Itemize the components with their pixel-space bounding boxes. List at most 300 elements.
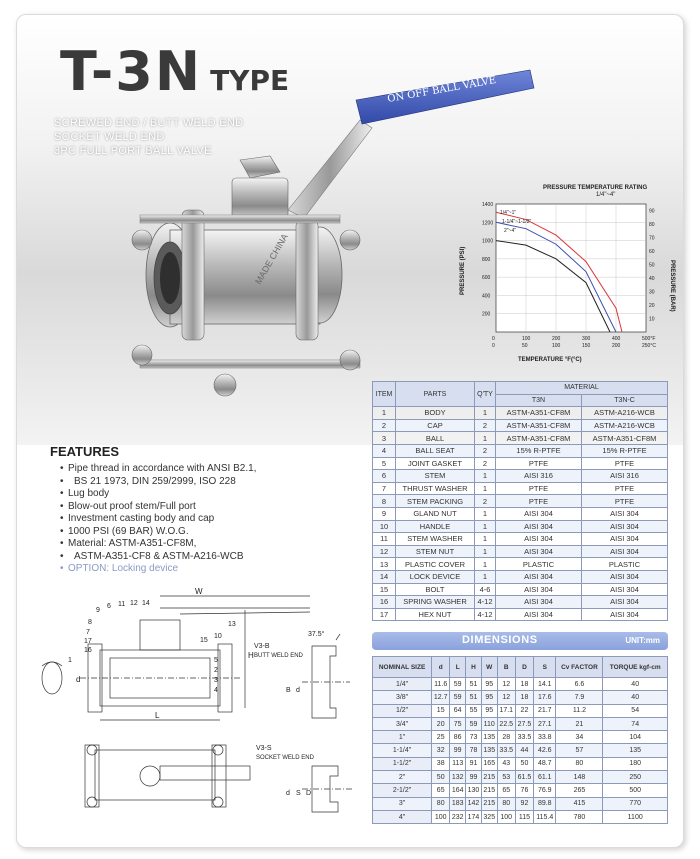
material-cell-qty: 4-12 (475, 608, 496, 621)
y-tick-label-bar: 40 (649, 276, 655, 283)
features-heading: FEATURES (50, 444, 120, 459)
x-tick-label-c: 100 (552, 343, 561, 349)
dimension-row (373, 678, 668, 691)
x-tick-label-c: 250°C (642, 343, 656, 349)
material-cell-part: CAP (396, 419, 475, 432)
legend-entry: 1/4"~1" (500, 210, 517, 216)
material-cell-t3nc: AISI 304 (582, 520, 668, 533)
col-item: ITEM (373, 382, 396, 407)
dimension-cell: 15 (432, 704, 450, 717)
dimension-cell: 1-1/2" (373, 757, 432, 770)
material-cell-qty: 1 (475, 520, 496, 533)
technical-drawing (40, 587, 370, 840)
material-cell-t3n: 15% R-PTFE (496, 444, 582, 457)
material-cell-qty: 1 (475, 432, 496, 445)
dimension-cell: 20 (432, 717, 450, 730)
dimension-cell: 65 (497, 784, 515, 797)
material-row (373, 419, 668, 432)
dimension-cell: 11.2 (556, 704, 603, 717)
dimension-header: W (481, 657, 497, 678)
material-cell-part: SPRING WASHER (396, 596, 475, 609)
features-list (50, 463, 360, 576)
dimension-cell: 104 (603, 731, 668, 744)
dimension-cell: 28 (497, 731, 515, 744)
material-cell-part: GLAND NUT (396, 507, 475, 520)
dimension-cell: 1/4" (373, 678, 432, 691)
dimension-cell: 51 (466, 691, 482, 704)
y-tick-label-bar: 60 (649, 249, 655, 256)
dimension-cell: 91 (466, 757, 482, 770)
dim-h: H (248, 651, 254, 660)
dimension-cell: 17.6 (534, 691, 556, 704)
dimension-cell: 21.7 (534, 704, 556, 717)
material-cell-item: 2 (373, 419, 396, 432)
dimension-cell: 130 (466, 784, 482, 797)
dimension-cell: 80 (497, 797, 515, 810)
dimension-row (373, 771, 668, 784)
dimension-cell: 75 (450, 717, 466, 730)
dimension-cell: 135 (481, 731, 497, 744)
dim-d: d (76, 675, 81, 684)
material-cell-t3nc: AISI 316 (582, 470, 668, 483)
feature-item: • Material: ASTM-A351-CF8M, (60, 538, 360, 551)
callout: 12 (130, 600, 138, 607)
dimension-cell: 215 (481, 784, 497, 797)
feature-item: • 1000 PSI (69 BAR) W.O.G. (60, 526, 360, 539)
callout: 16 (84, 647, 92, 654)
dimension-cell: 2" (373, 771, 432, 784)
dimension-cell: 1" (373, 731, 432, 744)
dimension-cell: 148 (556, 771, 603, 784)
material-cell-t3nc: ASTM-A216-WCB (582, 407, 668, 420)
x-tick-label-f: 200 (552, 336, 561, 342)
dimension-cell: 7.9 (556, 691, 603, 704)
y-tick-label-bar: 50 (649, 262, 655, 269)
dimension-cell: 3/4" (373, 717, 432, 730)
subtitle-line: SOCKET WELD END (54, 131, 165, 143)
dimension-cell: 135 (481, 744, 497, 757)
material-cell-item: 3 (373, 432, 396, 445)
y-tick-label-bar: 90 (649, 208, 655, 215)
dimension-cell: 110 (481, 717, 497, 730)
callout: 2 (214, 667, 218, 674)
material-cell-t3nc: AISI 304 (582, 596, 668, 609)
dimension-cell: 76 (515, 784, 533, 797)
material-row (373, 432, 668, 445)
dimension-row (373, 731, 668, 744)
col-qty: Q'TY (475, 382, 496, 407)
chart-y-label-left: PRESSURE (PSI) (460, 246, 466, 295)
feature-item: • BS 21 1973, DIN 259/2999, ISO 228 (60, 476, 360, 489)
material-cell-item: 9 (373, 507, 396, 520)
material-cell-part: LOCK DEVICE (396, 570, 475, 583)
dimension-cell: 25 (432, 731, 450, 744)
materials-body (373, 407, 668, 621)
material-cell-item: 4 (373, 444, 396, 457)
dimension-cell: 115 (515, 810, 533, 823)
feature-item: • ASTM-A351-CF8 & ASTM-A216-WCB (60, 551, 360, 564)
material-cell-part: BALL (396, 432, 475, 445)
dimension-header: L (450, 657, 466, 678)
material-row (373, 545, 668, 558)
v3b-dim-d: d (296, 687, 300, 694)
material-cell-qty: 1 (475, 570, 496, 583)
dimension-row (373, 810, 668, 823)
dimension-cell: 215 (481, 797, 497, 810)
material-row (373, 470, 668, 483)
dimensions-unit: UNIT:mm (625, 636, 660, 645)
material-row (373, 520, 668, 533)
dimension-cell: 11.6 (432, 678, 450, 691)
dimension-cell: 33.5 (515, 731, 533, 744)
x-tick-label-f: 100 (522, 336, 531, 342)
v3s-dim-s: S (296, 790, 301, 797)
feature-item: • Blow-out proof stem/Full port (60, 501, 360, 514)
material-cell-qty: 2 (475, 457, 496, 470)
material-cell-t3nc: PLASTIC (582, 558, 668, 571)
dimension-cell: 95 (481, 704, 497, 717)
dimension-cell: 780 (556, 810, 603, 823)
material-cell-part: JOINT GASKET (396, 457, 475, 470)
dimension-cell: 115.4 (534, 810, 556, 823)
dimension-cell: 22.5 (497, 717, 515, 730)
dimension-cell: 12 (497, 678, 515, 691)
dimension-cell: 500 (603, 784, 668, 797)
dimension-cell: 73 (466, 731, 482, 744)
material-row (373, 495, 668, 508)
material-cell-t3n: PTFE (496, 495, 582, 508)
material-row (373, 482, 668, 495)
material-row (373, 558, 668, 571)
dimension-cell: 34 (556, 731, 603, 744)
callout: 5 (214, 657, 218, 664)
material-cell-t3nc: 15% R-PTFE (582, 444, 668, 457)
dimension-header: Cv FACTOR (556, 657, 603, 678)
material-cell-part: THRUST WASHER (396, 482, 475, 495)
material-cell-qty: 1 (475, 507, 496, 520)
dimension-header: H (466, 657, 482, 678)
material-cell-part: BOLT (396, 583, 475, 596)
material-cell-t3n: AISI 304 (496, 596, 582, 609)
material-cell-part: STEM NUT (396, 545, 475, 558)
dimension-cell: 1100 (603, 810, 668, 823)
dim-w: W (195, 587, 203, 596)
dimension-cell: 33.8 (534, 731, 556, 744)
dimension-cell: 64 (450, 704, 466, 717)
y-tick-label-psi: 400 (482, 293, 491, 300)
x-tick-label-f: 300 (582, 336, 591, 342)
material-cell-t3nc: PTFE (582, 482, 668, 495)
material-cell-t3nc: ASTM-A351-CF8M (582, 432, 668, 445)
material-cell-qty: 2 (475, 444, 496, 457)
material-row (373, 444, 668, 457)
dimension-cell: 40 (603, 678, 668, 691)
v3b-dim-b: B (286, 687, 291, 694)
material-cell-qty: 1 (475, 533, 496, 546)
dimension-header: d (432, 657, 450, 678)
x-tick-label-f: 0 (492, 336, 495, 342)
dimension-header: S (534, 657, 556, 678)
dimension-cell: 165 (481, 757, 497, 770)
callout: 7 (86, 629, 90, 636)
material-cell-part: STEM WASHER (396, 533, 475, 546)
dimension-cell: 132 (450, 771, 466, 784)
callout: 10 (214, 633, 222, 640)
chart-title: PRESSURE TEMPERATURE RATING (543, 185, 648, 191)
chart-x-label: TEMPERATURE °F(°C) (518, 357, 582, 363)
dimension-header: B (497, 657, 515, 678)
material-cell-qty: 1 (475, 470, 496, 483)
col-t3n: T3N (496, 394, 582, 407)
dimension-cell: 92 (515, 797, 533, 810)
dimension-cell: 95 (481, 691, 497, 704)
chart-size-range: 1/4"~4" (596, 192, 616, 198)
col-parts: PARTS (396, 382, 475, 407)
material-cell-item: 10 (373, 520, 396, 533)
material-cell-part: BALL SEAT (396, 444, 475, 457)
dimension-cell: 22 (515, 704, 533, 717)
dimension-cell: 51 (466, 678, 482, 691)
material-cell-t3n: PLASTIC (496, 558, 582, 571)
feature-option: • OPTION: Locking device (60, 563, 360, 576)
callout: 6 (107, 603, 111, 610)
dimension-cell: 43 (497, 757, 515, 770)
material-cell-t3n: AISI 304 (496, 570, 582, 583)
col-t3nc: T3N-C (582, 394, 668, 407)
dimension-cell: 61.5 (515, 771, 533, 784)
material-cell-part: PLASTIC COVER (396, 558, 475, 571)
dimension-cell: 17.1 (497, 704, 515, 717)
dimension-row (373, 704, 668, 717)
material-cell-item: 13 (373, 558, 396, 571)
dimension-cell: 74 (603, 717, 668, 730)
v3b-title: BUTT WELD END (254, 653, 303, 659)
material-cell-part: STEM PACKING (396, 495, 475, 508)
dimensions-table (372, 656, 668, 824)
dimension-cell: 54 (603, 704, 668, 717)
material-cell-t3n: PTFE (496, 482, 582, 495)
dimension-cell: 232 (450, 810, 466, 823)
material-cell-t3n: AISI 304 (496, 507, 582, 520)
dimension-cell: 53 (497, 771, 515, 784)
feature-item: • Lug body (60, 488, 360, 501)
callout: 1 (68, 657, 72, 664)
dimension-cell: 180 (603, 757, 668, 770)
dimension-cell: 18 (515, 678, 533, 691)
title-type: TYPE (210, 64, 290, 97)
dimension-cell: 27.5 (515, 717, 533, 730)
material-cell-qty: 4-12 (475, 596, 496, 609)
material-cell-t3n: ASTM-A351-CF8M (496, 419, 582, 432)
material-cell-t3n: AISI 304 (496, 533, 582, 546)
dimension-cell: 59 (466, 717, 482, 730)
material-cell-t3nc: AISI 304 (582, 507, 668, 520)
callout: 3 (214, 677, 218, 684)
dimensions-header-bar (372, 632, 668, 650)
material-cell-t3nc: AISI 304 (582, 545, 668, 558)
material-cell-t3nc: ASTM-A216-WCB (582, 419, 668, 432)
y-tick-label-psi: 1200 (482, 220, 494, 227)
dimension-row (373, 784, 668, 797)
material-cell-t3n: ASTM-A351-CF8M (496, 407, 582, 420)
dimension-row (373, 717, 668, 730)
dimension-cell: 33.5 (497, 744, 515, 757)
material-cell-part: HEX NUT (396, 608, 475, 621)
v3s-title: SOCKET WELD END (256, 755, 314, 761)
material-cell-part: STEM (396, 470, 475, 483)
callout: 17 (84, 638, 92, 645)
dimension-cell: 32 (432, 744, 450, 757)
title-model: T-3N (60, 40, 203, 103)
dimensions-body (373, 678, 668, 824)
callout: 8 (88, 619, 92, 626)
chart-y-label-right: PRESSURE (BAR) (669, 260, 675, 312)
dimension-cell: 2-1/2" (373, 784, 432, 797)
material-row (373, 570, 668, 583)
material-cell-qty: 1 (475, 558, 496, 571)
dimension-cell: 325 (481, 810, 497, 823)
material-cell-t3nc: PTFE (582, 495, 668, 508)
dimension-cell: 1-1/4" (373, 744, 432, 757)
dimension-cell: 89.8 (534, 797, 556, 810)
material-cell-qty: 1 (475, 407, 496, 420)
y-tick-label-psi: 1000 (482, 238, 494, 245)
feature-item: • Pipe thread in accordance with ANSI B2.1, (60, 463, 360, 476)
dimension-cell: 4" (373, 810, 432, 823)
dimension-cell: 183 (450, 797, 466, 810)
y-tick-label-bar: 20 (649, 303, 655, 310)
dimension-cell: 6.6 (556, 678, 603, 691)
dimension-cell: 50 (515, 757, 533, 770)
material-cell-qty: 4-6 (475, 583, 496, 596)
material-cell-qty: 2 (475, 495, 496, 508)
material-cell-t3nc: AISI 304 (582, 583, 668, 596)
material-cell-t3n: AISI 304 (496, 545, 582, 558)
material-cell-item: 15 (373, 583, 396, 596)
material-cell-item: 12 (373, 545, 396, 558)
x-tick-label-f: 500°F (642, 336, 656, 342)
dimension-row (373, 757, 668, 770)
material-cell-item: 11 (373, 533, 396, 546)
dimension-cell: 57 (556, 744, 603, 757)
dimensions-header-row (373, 657, 668, 678)
material-cell-qty: 2 (475, 419, 496, 432)
dimension-cell: 1/2" (373, 704, 432, 717)
material-cell-t3n: AISI 304 (496, 520, 582, 533)
dimension-cell: 142 (466, 797, 482, 810)
material-cell-item: 1 (373, 407, 396, 420)
dimension-cell: 65 (432, 784, 450, 797)
subtitle-line: 3PC FULL PORT BALL VALVE (54, 145, 212, 157)
dimension-cell: 55 (466, 704, 482, 717)
x-tick-label-c: 50 (522, 343, 528, 349)
dimension-cell: 12 (497, 691, 515, 704)
y-tick-label-psi: 1400 (482, 202, 494, 208)
dimension-row (373, 744, 668, 757)
y-tick-label-psi: 200 (482, 311, 491, 318)
dimension-cell: 80 (556, 757, 603, 770)
dimension-cell: 770 (603, 797, 668, 810)
dimension-cell: 95 (481, 678, 497, 691)
dimension-cell: 174 (466, 810, 482, 823)
callout: 15 (200, 637, 208, 644)
dimension-cell: 59 (450, 678, 466, 691)
dimension-cell: 86 (450, 731, 466, 744)
material-row (373, 608, 668, 621)
material-cell-part: HANDLE (396, 520, 475, 533)
handle-text: ON OFF BALL VALVE (386, 74, 498, 105)
dimension-cell: 78 (466, 744, 482, 757)
dimension-cell: 61.1 (534, 771, 556, 784)
dimension-cell: 135 (603, 744, 668, 757)
material-cell-item: 17 (373, 608, 396, 621)
callout: 11 (118, 601, 126, 608)
material-cell-item: 5 (373, 457, 396, 470)
feature-item: • Investment casting body and cap (60, 513, 360, 526)
dimension-cell: 14.1 (534, 678, 556, 691)
dimension-cell: 415 (556, 797, 603, 810)
dimension-cell: 40 (603, 691, 668, 704)
dimension-cell: 42.6 (534, 744, 556, 757)
y-tick-label-bar: 70 (649, 235, 655, 242)
material-cell-t3n: PTFE (496, 457, 582, 470)
dimension-row (373, 691, 668, 704)
pressure-temperature-chart (448, 180, 678, 370)
material-row (373, 583, 668, 596)
dimension-cell: 100 (432, 810, 450, 823)
material-cell-item: 14 (373, 570, 396, 583)
material-cell-t3nc: PTFE (582, 457, 668, 470)
dimension-header: NOMINAL SIZE (373, 657, 432, 678)
x-tick-label-f: 400 (612, 336, 621, 342)
material-cell-t3n: AISI 304 (496, 608, 582, 621)
material-row (373, 407, 668, 420)
material-cell-item: 7 (373, 482, 396, 495)
dimension-cell: 50 (432, 771, 450, 784)
dimension-cell: 3" (373, 797, 432, 810)
dimension-header: D (515, 657, 533, 678)
dimension-cell: 38 (432, 757, 450, 770)
x-tick-label-c: 150 (582, 343, 591, 349)
v3s-label: V3-S (256, 745, 272, 752)
dimension-cell: 76.9 (534, 784, 556, 797)
callout: 14 (142, 600, 150, 607)
dimension-cell: 99 (450, 744, 466, 757)
materials-table (372, 381, 668, 621)
dimension-cell: 48.7 (534, 757, 556, 770)
material-cell-t3n: AISI 316 (496, 470, 582, 483)
material-cell-t3n: ASTM-A351-CF8M (496, 432, 582, 445)
subtitle-line: SCREWED END / BUTT WELD END (54, 117, 244, 129)
v3b-label: V3-B (254, 643, 270, 650)
material-row (373, 533, 668, 546)
dimension-cell: 27.1 (534, 717, 556, 730)
callout: 9 (96, 607, 100, 614)
x-tick-label-c: 0 (492, 343, 495, 349)
dimension-cell: 164 (450, 784, 466, 797)
material-row (373, 507, 668, 520)
y-tick-label-bar: 30 (649, 289, 655, 296)
dimension-cell: 100 (497, 810, 515, 823)
material-row (373, 596, 668, 609)
col-material: MATERIAL (496, 382, 668, 395)
dim-l: L (155, 711, 160, 720)
dimension-cell: 12.7 (432, 691, 450, 704)
y-tick-label-bar: 80 (649, 222, 655, 229)
dimension-cell: 265 (556, 784, 603, 797)
dimension-cell: 3/8" (373, 691, 432, 704)
features-section (50, 444, 360, 576)
